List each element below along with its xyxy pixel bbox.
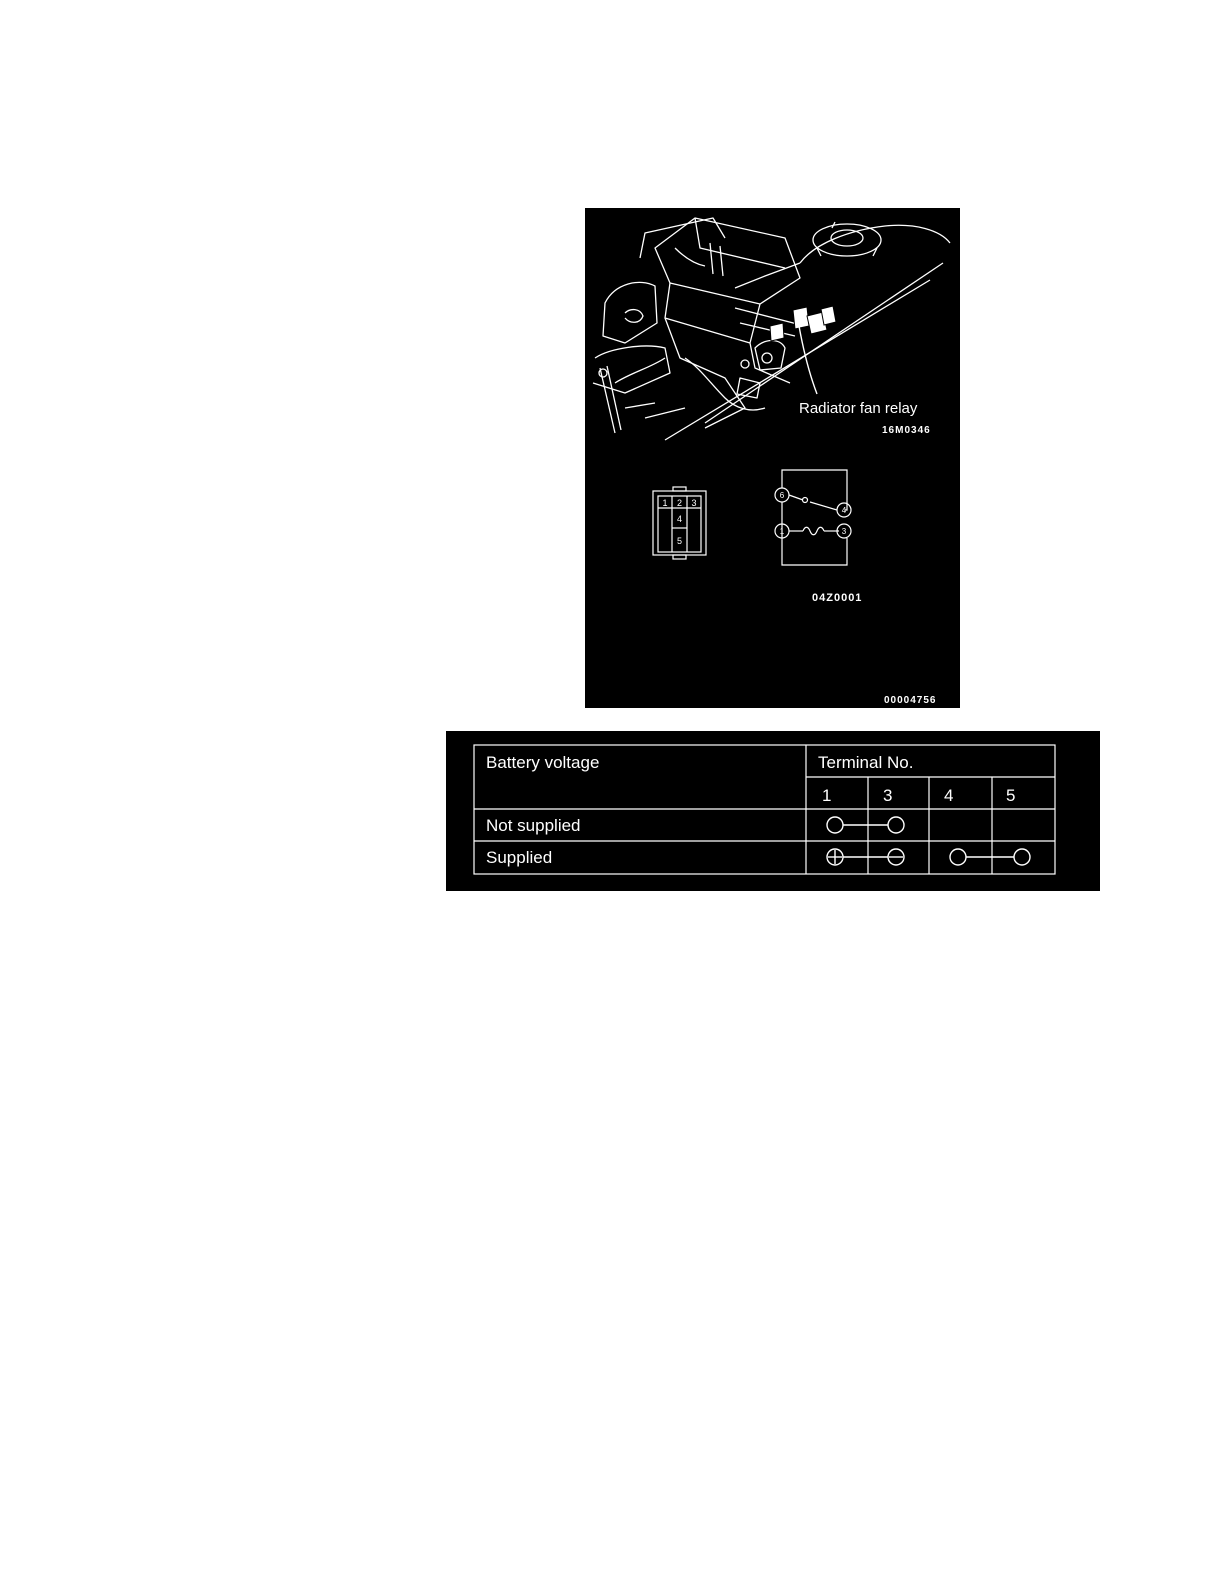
supplied-4-5-continuity xyxy=(950,849,1030,865)
callout-label: Radiator fan relay xyxy=(799,400,918,417)
continuity-table xyxy=(446,731,1100,891)
continuity-table-grid xyxy=(446,731,1100,891)
row-supplied-label: Supplied xyxy=(486,848,553,867)
relay-circuit xyxy=(775,470,851,565)
battery-voltage-header: Battery voltage xyxy=(486,753,600,772)
photo-code: 16M0346 xyxy=(882,425,931,436)
relay-figure xyxy=(585,208,960,708)
relay-cluster xyxy=(770,306,836,341)
terminal-3-header: 3 xyxy=(883,786,893,805)
circuit-terminal-1: 1 xyxy=(779,527,785,536)
callout-leader xyxy=(799,326,817,394)
terminal-no-header: Terminal No. xyxy=(818,753,914,772)
terminal-1-header: 1 xyxy=(822,786,832,805)
connector-pin-1: 1 xyxy=(662,498,668,508)
circuit-terminal-3: 3 xyxy=(841,527,847,536)
not-supplied-1-3-continuity xyxy=(827,817,904,833)
terminal-4-header: 4 xyxy=(944,786,954,805)
circuit-terminal-6: 6 xyxy=(779,491,785,500)
figure-number: 00004756 xyxy=(884,695,937,706)
connector-pin-2: 2 xyxy=(676,498,683,508)
circuit-terminal-4: 4 xyxy=(841,506,847,515)
radiator-fan-relay-body xyxy=(793,307,809,329)
connector-pin-3: 3 xyxy=(691,498,697,508)
row-not-supplied-label: Not supplied xyxy=(486,816,581,835)
relay-illustration xyxy=(585,208,960,708)
terminal-5-header: 5 xyxy=(1006,786,1016,805)
circuit-code: 04Z0001 xyxy=(812,592,863,604)
connector-pin-5: 5 xyxy=(676,536,683,546)
connector-pin-4: 4 xyxy=(676,514,683,524)
supplied-1-3-continuity xyxy=(827,849,904,865)
